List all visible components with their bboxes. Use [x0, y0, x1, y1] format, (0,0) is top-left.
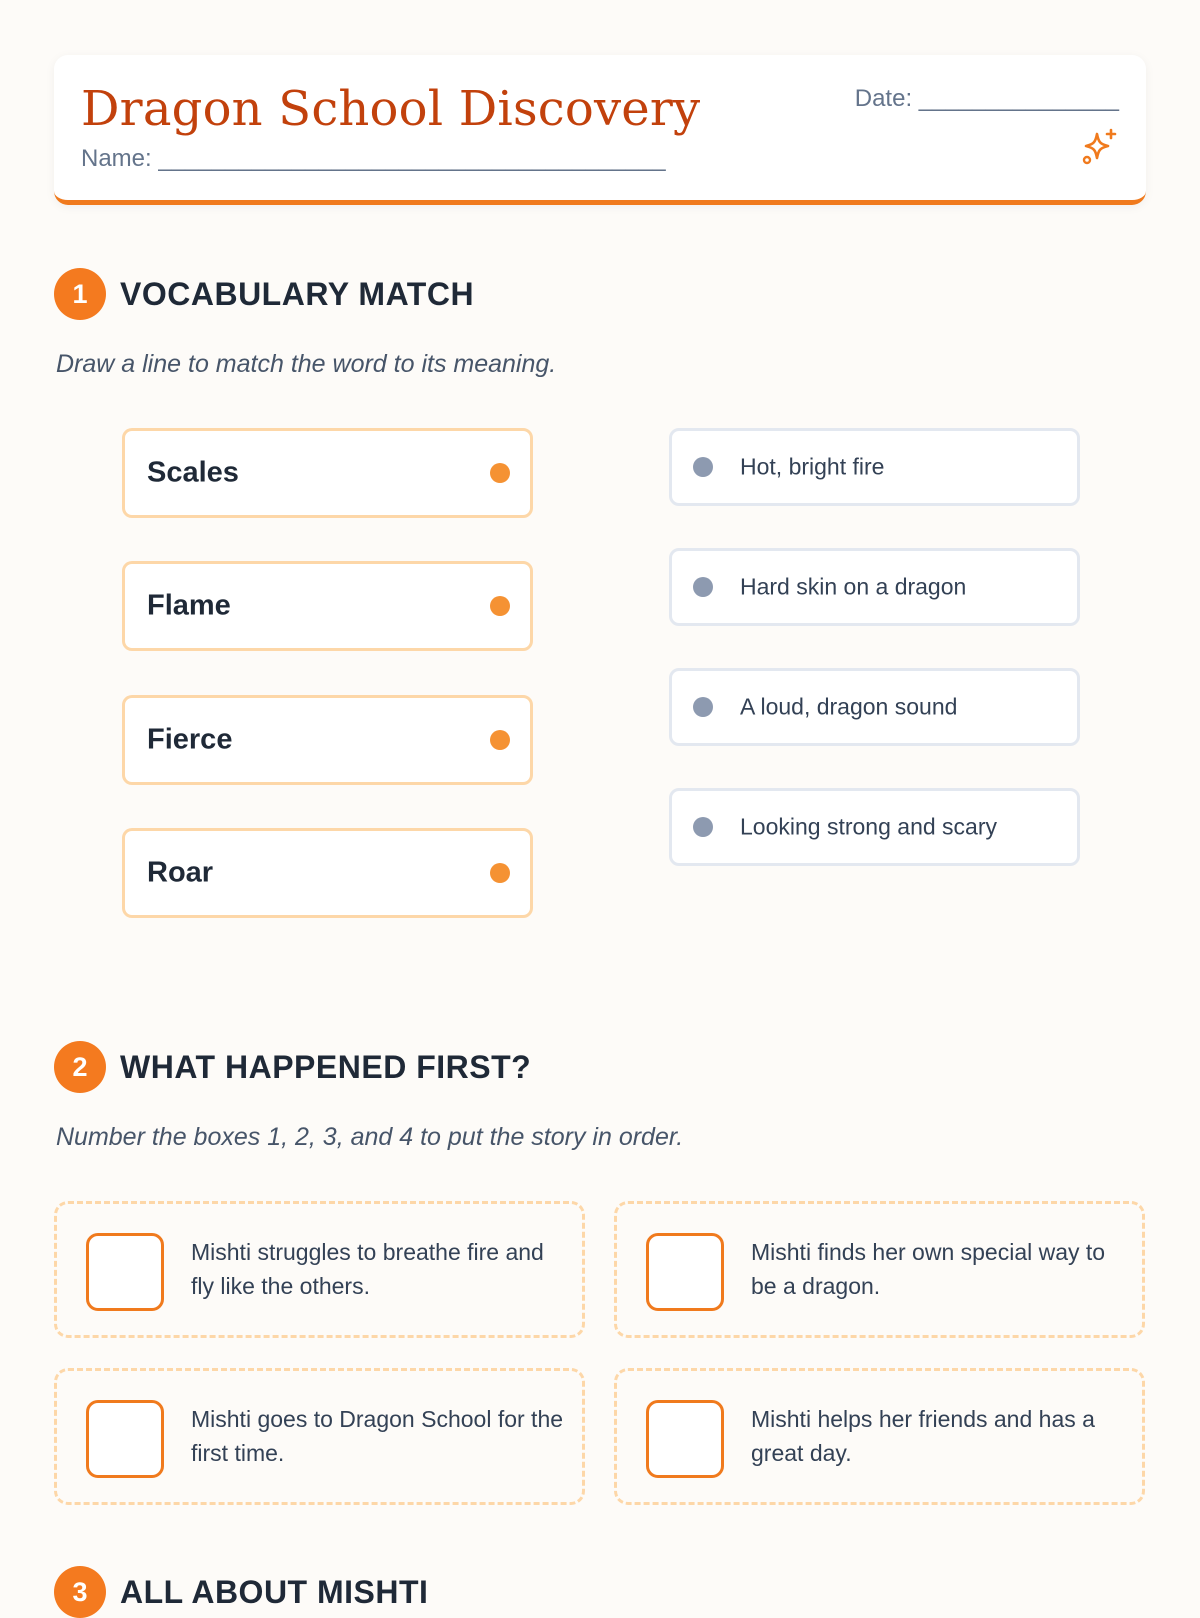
match-dot[interactable] — [693, 817, 713, 837]
word-card-fierce[interactable] — [122, 695, 533, 785]
meaning-label: Hard skin on a dragon — [740, 573, 967, 600]
story-event-card — [54, 1368, 585, 1505]
word-card-flame[interactable] — [122, 561, 533, 651]
match-dot[interactable] — [490, 863, 510, 883]
meaning-label: Hot, bright fire — [740, 453, 885, 480]
word-label: Scales — [147, 456, 239, 489]
word-label: Flame — [147, 589, 231, 622]
worksheet-title: Dragon School Discovery — [81, 81, 701, 137]
match-dot[interactable] — [490, 463, 510, 483]
match-dot[interactable] — [693, 697, 713, 717]
word-card-scales[interactable] — [122, 428, 533, 518]
story-event-card — [614, 1368, 1145, 1505]
section-number-badge: 2 — [54, 1041, 106, 1093]
section-3-heading — [54, 1566, 428, 1618]
word-card-roar[interactable] — [122, 828, 533, 918]
name-field[interactable]: Name: ______________________________________ — [81, 145, 666, 172]
date-field[interactable]: Date: _______________ — [854, 85, 1119, 112]
story-event-text: Mishti helps her friends and has a great day. — [751, 1406, 1095, 1466]
word-label: Fierce — [147, 723, 233, 756]
word-label: Roar — [147, 856, 214, 889]
section-title: WHAT HAPPENED FIRST? — [120, 1048, 532, 1085]
meaning-label: Looking strong and scary — [740, 813, 997, 840]
meaning-card-4[interactable] — [669, 788, 1080, 866]
section-2-instruction: Number the boxes 1, 2, 3, and 4 to put the story in order. — [56, 1123, 684, 1151]
order-number-box[interactable] — [86, 1400, 164, 1478]
order-number-box[interactable] — [86, 1233, 164, 1311]
worksheet-header — [54, 55, 1146, 205]
order-number-box[interactable] — [646, 1233, 724, 1311]
match-dot[interactable] — [693, 457, 713, 477]
section-number-badge: 1 — [54, 268, 106, 320]
match-dot[interactable] — [490, 730, 510, 750]
section-number-badge: 3 — [54, 1566, 106, 1618]
meaning-card-3[interactable] — [669, 668, 1080, 746]
sparkle-icon — [1080, 127, 1120, 167]
meaning-card-1[interactable] — [669, 428, 1080, 506]
section-1-instruction: Draw a line to match the word to its meaning. — [56, 350, 557, 378]
section-title: ALL ABOUT MISHTI — [120, 1573, 429, 1610]
match-dot[interactable] — [693, 577, 713, 597]
story-event-card — [614, 1201, 1145, 1338]
story-event-text: Mishti finds her own special way to be a dragon. — [751, 1239, 1106, 1299]
meaning-card-2[interactable] — [669, 548, 1080, 626]
order-number-box[interactable] — [646, 1400, 724, 1478]
story-event-card — [54, 1201, 585, 1338]
section-1-heading — [54, 268, 474, 320]
section-title: VOCABULARY MATCH — [120, 275, 475, 312]
story-event-text: Mishti struggles to breathe fire and fly like the others. — [191, 1239, 544, 1299]
section-2-heading — [54, 1041, 531, 1093]
meaning-label: A loud, dragon sound — [740, 693, 958, 720]
match-dot[interactable] — [490, 596, 510, 616]
story-event-text: Mishti goes to Dragon School for the first time. — [191, 1406, 564, 1466]
